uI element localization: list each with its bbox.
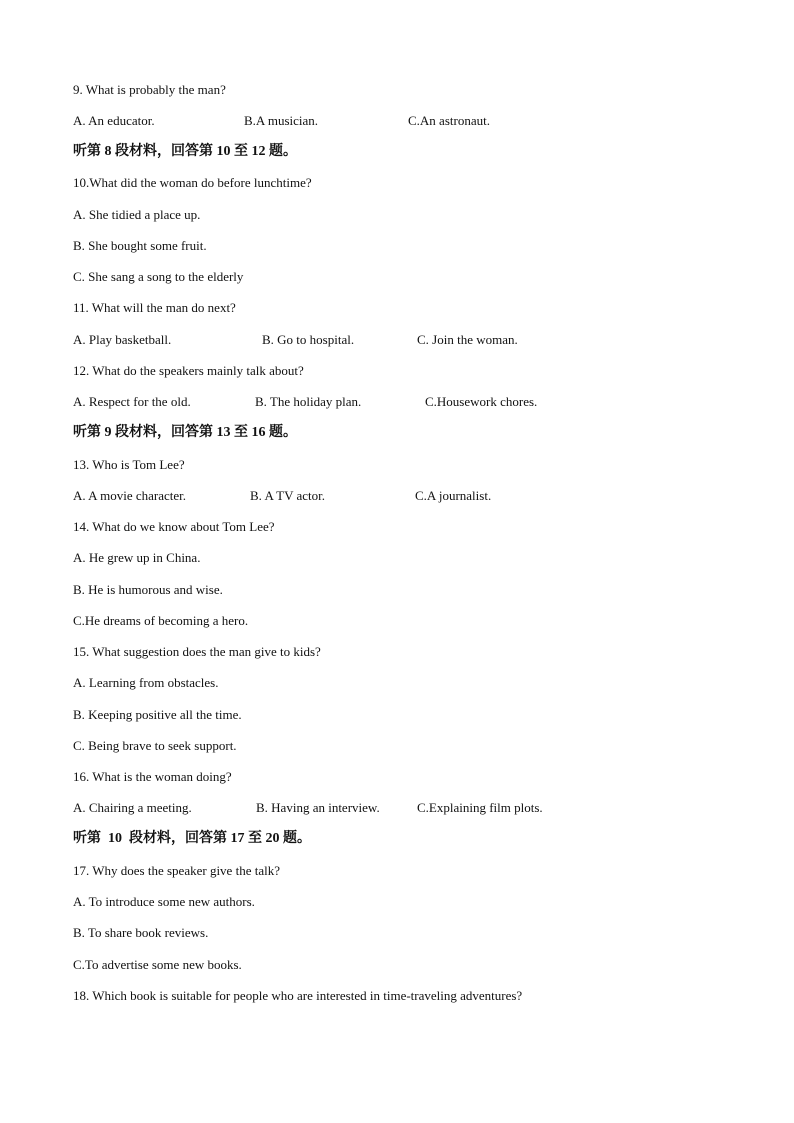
option-a: A. Play basketball.	[73, 332, 172, 347]
option-14-c: C.He dreams of becoming a hero.	[73, 613, 249, 628]
option-15-b: B. Keeping positive all the time.	[73, 707, 242, 722]
option-c: C.An astronaut.	[408, 113, 490, 128]
question-11: 11. What will the man do next?	[73, 300, 236, 315]
option-b: B.A musician.	[244, 113, 319, 128]
option-c: C.Explaining film plots.	[417, 800, 543, 815]
question-13: 13. Who is Tom Lee?	[73, 457, 185, 472]
question-9: 9. What is probably the man?	[73, 82, 226, 97]
option-b: B. The holiday plan.	[255, 394, 362, 409]
option-c: C. Join the woman.	[417, 332, 518, 347]
option-c: C.A journalist.	[415, 488, 492, 503]
option-b: B. Go to hospital.	[262, 332, 355, 347]
option-a: A. A movie character.	[73, 488, 186, 503]
option-17-c: C.To advertise some new books.	[73, 957, 242, 972]
question-14: 14. What do we know about Tom Lee?	[73, 519, 275, 534]
question-17: 17. Why does the speaker give the talk?	[73, 863, 280, 878]
option-14-b: B. He is humorous and wise.	[73, 582, 223, 597]
section-heading-9: 听第 9 段材料，回答第 13 至 16 题。	[73, 425, 297, 440]
option-17-b: B. To share book reviews.	[73, 925, 209, 940]
option-10-c: C. She sang a song to the elderly	[73, 269, 244, 284]
option-10-a: A. She tidied a place up.	[73, 207, 201, 222]
option-10-b: B. She bought some fruit.	[73, 238, 207, 253]
option-c: C.Housework chores.	[425, 394, 538, 409]
option-a: A. Respect for the old.	[73, 394, 191, 409]
option-14-a: A. He grew up in China.	[73, 550, 201, 565]
section-heading-10: 听第 10 段材料，回答第 17 至 20 题。	[73, 831, 311, 846]
question-10: 10.What did the woman do before lunchtime?	[73, 175, 312, 190]
question-18: 18. Which book is suitable for people who are interested in time-traveling adventures?	[73, 988, 523, 1003]
question-16: 16. What is the woman doing?	[73, 769, 232, 784]
option-15-a: A. Learning from obstacles.	[73, 675, 219, 690]
section-heading-8: 听第 8 段材料，回答第 10 至 12 题。	[73, 144, 297, 159]
option-b: B. Having an interview.	[256, 800, 380, 815]
question-15: 15. What suggestion does the man give to kids?	[73, 644, 321, 659]
option-a: A. An educator.	[73, 113, 155, 128]
option-15-c: C. Being brave to seek support.	[73, 738, 237, 753]
question-12: 12. What do the speakers mainly talk about?	[73, 363, 304, 378]
option-17-a: A. To introduce some new authors.	[73, 894, 255, 909]
option-a: A. Chairing a meeting.	[73, 800, 192, 815]
option-b: B. A TV actor.	[250, 488, 325, 503]
